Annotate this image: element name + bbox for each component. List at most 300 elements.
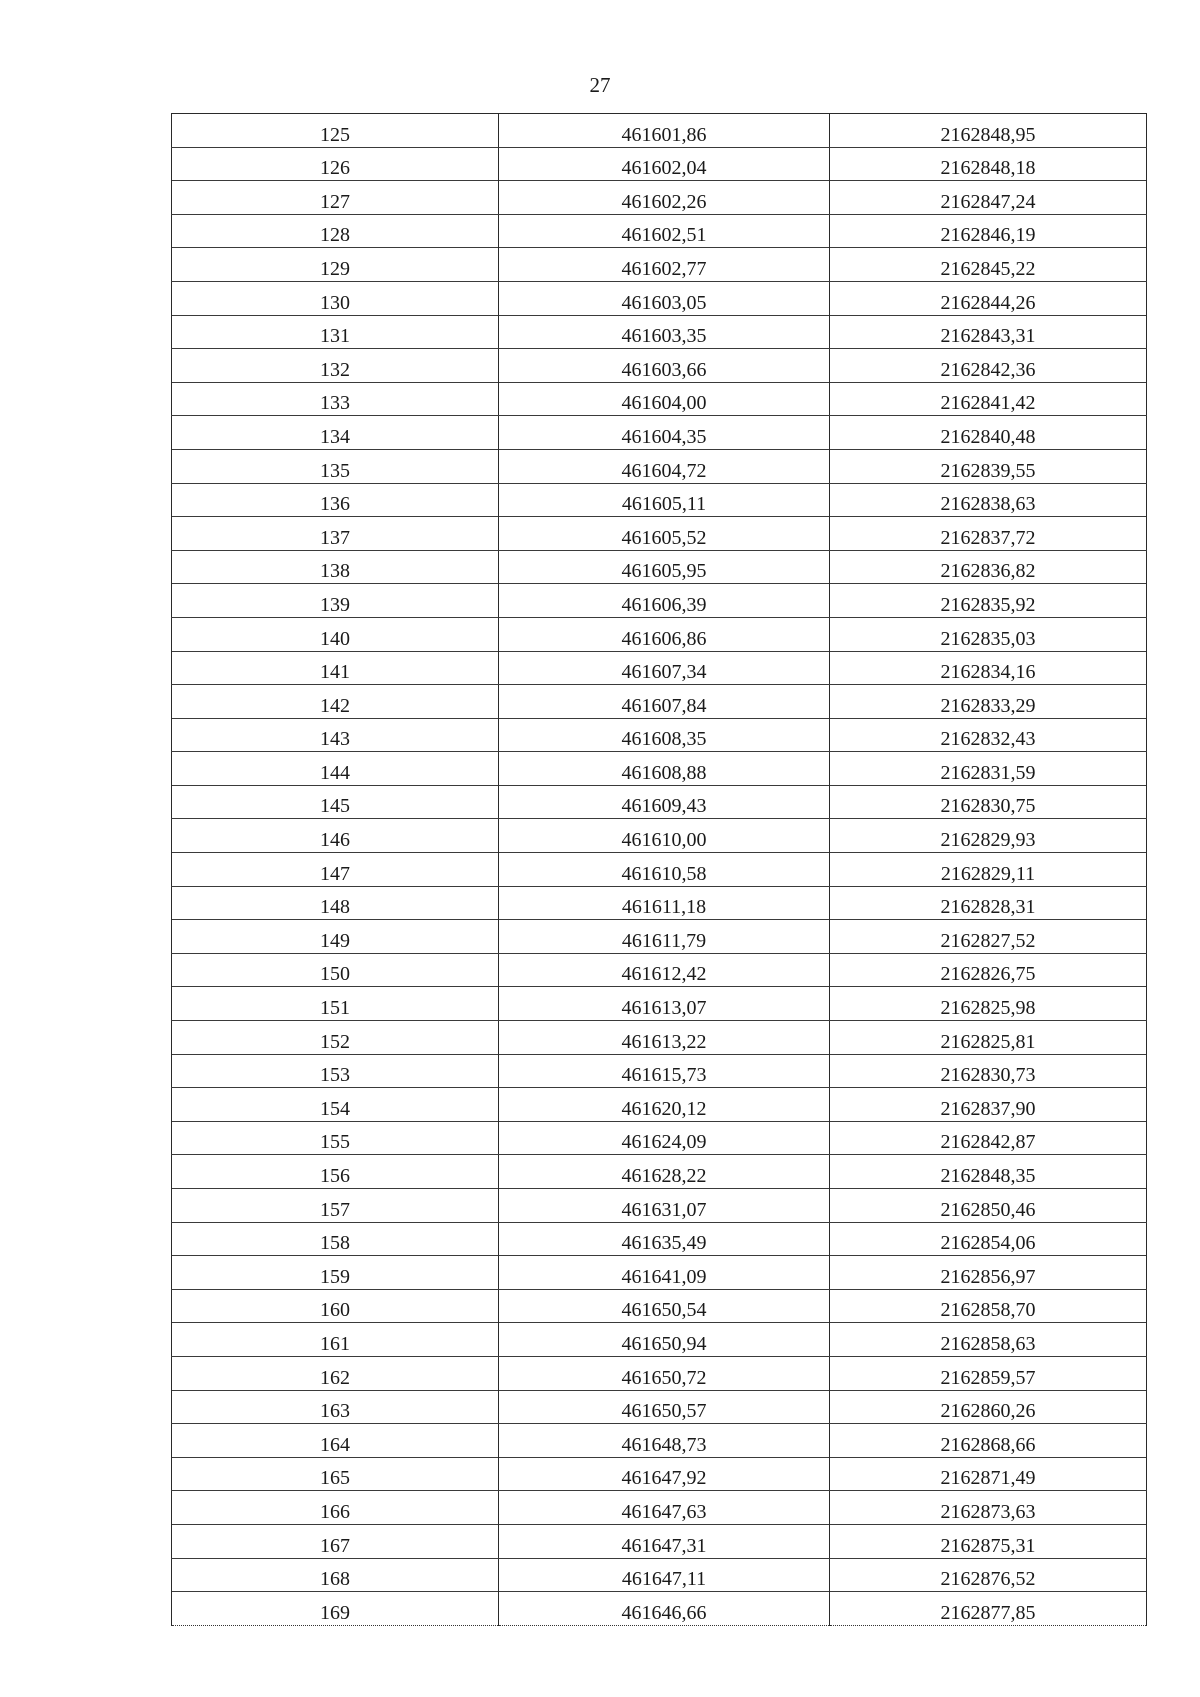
y-coordinate-cell — [830, 449, 1147, 483]
table-row — [172, 214, 1147, 248]
y-coordinate-cell — [830, 1121, 1147, 1155]
x-coordinate-text: 461602,26 — [621, 190, 707, 213]
table-row — [172, 114, 1147, 148]
point-number-cell — [172, 114, 499, 148]
point-number-text: 145 — [320, 795, 350, 818]
point-number-text: 138 — [320, 560, 350, 583]
point-number-cell — [172, 718, 499, 752]
point-number-cell — [172, 1121, 499, 1155]
y-coordinate-cell — [830, 114, 1147, 148]
y-coordinate-text: 2162875,31 — [940, 1534, 1036, 1557]
y-coordinate-text: 2162845,22 — [940, 257, 1036, 280]
point-number-text: 153 — [320, 1064, 350, 1087]
point-number-cell — [172, 1558, 499, 1592]
point-number-text: 125 — [320, 123, 350, 146]
y-coordinate-cell — [830, 349, 1147, 383]
x-coordinate-text: 461635,49 — [621, 1232, 707, 1255]
point-number-text: 143 — [320, 728, 350, 751]
table-row — [172, 147, 1147, 181]
x-coordinate-text: 461606,86 — [621, 627, 707, 650]
point-number-cell — [172, 1491, 499, 1525]
x-coordinate-cell — [499, 617, 830, 651]
table-row — [172, 517, 1147, 551]
point-number-cell — [172, 987, 499, 1021]
table-row — [172, 1558, 1147, 1592]
point-number-text: 158 — [320, 1232, 350, 1255]
y-coordinate-cell — [830, 1256, 1147, 1290]
point-number-cell — [172, 315, 499, 349]
point-number-text: 163 — [320, 1400, 350, 1423]
x-coordinate-text: 461610,58 — [621, 862, 707, 885]
x-coordinate-text: 461648,73 — [621, 1433, 707, 1456]
x-coordinate-cell — [499, 1390, 830, 1424]
y-coordinate-text: 2162846,19 — [940, 224, 1036, 247]
x-coordinate-cell — [499, 1356, 830, 1390]
x-coordinate-cell — [499, 1592, 830, 1626]
x-coordinate-text: 461615,73 — [621, 1064, 707, 1087]
y-coordinate-cell — [830, 1323, 1147, 1357]
y-coordinate-cell — [830, 1189, 1147, 1223]
x-coordinate-cell — [499, 1189, 830, 1223]
x-coordinate-text: 461607,34 — [621, 661, 707, 684]
point-number-text: 128 — [320, 224, 350, 247]
y-coordinate-cell — [830, 920, 1147, 954]
y-coordinate-cell — [830, 752, 1147, 786]
y-coordinate-cell — [830, 483, 1147, 517]
y-coordinate-text: 2162837,90 — [940, 1097, 1036, 1120]
y-coordinate-text: 2162858,63 — [940, 1332, 1036, 1355]
point-number-cell — [172, 281, 499, 315]
point-number-cell — [172, 147, 499, 181]
x-coordinate-text: 461647,92 — [621, 1467, 707, 1490]
point-number-text: 135 — [320, 459, 350, 482]
point-number-cell — [172, 449, 499, 483]
point-number-text: 136 — [320, 493, 350, 516]
point-number-cell — [172, 382, 499, 416]
point-number-text: 146 — [320, 829, 350, 852]
point-number-text: 130 — [320, 291, 350, 314]
y-coordinate-text: 2162839,55 — [940, 459, 1036, 482]
x-coordinate-cell — [499, 1524, 830, 1558]
y-coordinate-text: 2162848,18 — [940, 157, 1036, 180]
point-number-cell — [172, 1256, 499, 1290]
x-coordinate-cell — [499, 1222, 830, 1256]
point-number-cell — [172, 685, 499, 719]
y-coordinate-text: 2162876,52 — [940, 1568, 1036, 1591]
x-coordinate-text: 461612,42 — [621, 963, 707, 986]
y-coordinate-cell — [830, 147, 1147, 181]
point-number-text: 142 — [320, 694, 350, 717]
point-number-cell — [172, 584, 499, 618]
point-number-text: 152 — [320, 1030, 350, 1053]
y-coordinate-text: 2162856,97 — [940, 1265, 1036, 1288]
point-number-text: 150 — [320, 963, 350, 986]
x-coordinate-text: 461650,94 — [621, 1332, 707, 1355]
point-number-cell — [172, 1155, 499, 1189]
y-coordinate-text: 2162834,16 — [940, 661, 1036, 684]
x-coordinate-cell — [499, 718, 830, 752]
table-row — [172, 416, 1147, 450]
point-number-cell — [172, 517, 499, 551]
y-coordinate-text: 2162841,42 — [940, 392, 1036, 415]
y-coordinate-cell — [830, 819, 1147, 853]
x-coordinate-cell — [499, 651, 830, 685]
point-number-cell — [172, 1189, 499, 1223]
table-row — [172, 651, 1147, 685]
x-coordinate-cell — [499, 584, 830, 618]
y-coordinate-text: 2162873,63 — [940, 1500, 1036, 1523]
y-coordinate-cell — [830, 517, 1147, 551]
x-coordinate-cell — [499, 886, 830, 920]
point-number-text: 140 — [320, 627, 350, 650]
page-number: 27 — [589, 73, 611, 97]
point-number-text: 137 — [320, 526, 350, 549]
x-coordinate-cell — [499, 1121, 830, 1155]
point-number-cell — [172, 1592, 499, 1626]
point-number-text: 129 — [320, 257, 350, 280]
x-coordinate-cell — [499, 114, 830, 148]
x-coordinate-cell — [499, 1558, 830, 1592]
point-number-cell — [172, 1323, 499, 1357]
point-number-cell — [172, 920, 499, 954]
y-coordinate-cell — [830, 181, 1147, 215]
point-number-text: 139 — [320, 593, 350, 616]
table-row — [172, 987, 1147, 1021]
y-coordinate-text: 2162826,75 — [940, 963, 1036, 986]
y-coordinate-cell — [830, 853, 1147, 887]
point-number-text: 149 — [320, 929, 350, 952]
x-coordinate-cell — [499, 1457, 830, 1491]
x-coordinate-text: 461608,35 — [621, 728, 707, 751]
table-row — [172, 349, 1147, 383]
y-coordinate-text: 2162859,57 — [940, 1366, 1036, 1389]
x-coordinate-text: 461604,35 — [621, 425, 707, 448]
point-number-text: 159 — [320, 1265, 350, 1288]
x-coordinate-text: 461613,07 — [621, 997, 707, 1020]
y-coordinate-cell — [830, 1491, 1147, 1525]
x-coordinate-text: 461624,09 — [621, 1131, 707, 1154]
table-row — [172, 1524, 1147, 1558]
y-coordinate-cell — [830, 785, 1147, 819]
table-row — [172, 483, 1147, 517]
point-number-cell — [172, 214, 499, 248]
table-row — [172, 785, 1147, 819]
y-coordinate-text: 2162854,06 — [940, 1232, 1036, 1255]
y-coordinate-cell — [830, 987, 1147, 1021]
x-coordinate-cell — [499, 920, 830, 954]
x-coordinate-cell — [499, 483, 830, 517]
x-coordinate-text: 461611,18 — [621, 896, 707, 919]
point-number-cell — [172, 1222, 499, 1256]
x-coordinate-cell — [499, 382, 830, 416]
point-number-cell — [172, 248, 499, 282]
point-number-cell — [172, 1021, 499, 1055]
x-coordinate-text: 461602,51 — [621, 224, 707, 247]
coordinates-table-body — [172, 114, 1147, 1626]
y-coordinate-text: 2162835,92 — [940, 593, 1036, 616]
table-row — [172, 1088, 1147, 1122]
x-coordinate-text: 461605,95 — [621, 560, 707, 583]
x-coordinate-cell — [499, 1088, 830, 1122]
x-coordinate-text: 461605,11 — [621, 493, 707, 516]
table-row — [172, 617, 1147, 651]
table-row — [172, 886, 1147, 920]
x-coordinate-text: 461611,79 — [621, 929, 707, 952]
x-coordinate-text: 461647,11 — [621, 1568, 707, 1591]
point-number-text: 157 — [320, 1198, 350, 1221]
x-coordinate-text: 461650,54 — [621, 1299, 707, 1322]
table-row — [172, 1457, 1147, 1491]
point-number-cell — [172, 483, 499, 517]
x-coordinate-text: 461641,09 — [621, 1265, 707, 1288]
y-coordinate-cell — [830, 1222, 1147, 1256]
table-row — [172, 853, 1147, 887]
table-row — [172, 1256, 1147, 1290]
y-coordinate-text: 2162830,75 — [940, 795, 1036, 818]
y-coordinate-cell — [830, 1558, 1147, 1592]
point-number-cell — [172, 1524, 499, 1558]
y-coordinate-text: 2162860,26 — [940, 1400, 1036, 1423]
point-number-cell — [172, 853, 499, 887]
x-coordinate-cell — [499, 853, 830, 887]
point-number-cell — [172, 819, 499, 853]
point-number-cell — [172, 886, 499, 920]
table-row — [172, 1424, 1147, 1458]
x-coordinate-cell — [499, 685, 830, 719]
y-coordinate-cell — [830, 1356, 1147, 1390]
table-row — [172, 752, 1147, 786]
y-coordinate-cell — [830, 315, 1147, 349]
y-coordinate-cell — [830, 416, 1147, 450]
y-coordinate-cell — [830, 281, 1147, 315]
table-row — [172, 685, 1147, 719]
point-number-text: 133 — [320, 392, 350, 415]
table-row — [172, 1021, 1147, 1055]
point-number-text: 164 — [320, 1433, 350, 1456]
y-coordinate-text: 2162848,95 — [940, 123, 1036, 146]
table-row — [172, 718, 1147, 752]
y-coordinate-cell — [830, 1289, 1147, 1323]
x-coordinate-text: 461650,57 — [621, 1400, 707, 1423]
point-number-cell — [172, 181, 499, 215]
point-number-text: 162 — [320, 1366, 350, 1389]
point-number-text: 144 — [320, 761, 350, 784]
table-row — [172, 1356, 1147, 1390]
point-number-text: 147 — [320, 862, 350, 885]
point-number-cell — [172, 1356, 499, 1390]
y-coordinate-cell — [830, 718, 1147, 752]
y-coordinate-cell — [830, 214, 1147, 248]
x-coordinate-text: 461631,07 — [621, 1198, 707, 1221]
point-number-text: 131 — [320, 325, 350, 348]
x-coordinate-cell — [499, 248, 830, 282]
point-number-cell — [172, 617, 499, 651]
x-coordinate-text: 461609,43 — [621, 795, 707, 818]
y-coordinate-text: 2162868,66 — [940, 1433, 1036, 1456]
y-coordinate-text: 2162833,29 — [940, 694, 1036, 717]
x-coordinate-cell — [499, 281, 830, 315]
y-coordinate-text: 2162827,52 — [940, 929, 1036, 952]
y-coordinate-text: 2162836,82 — [940, 560, 1036, 583]
y-coordinate-cell — [830, 1088, 1147, 1122]
x-coordinate-text: 461650,72 — [621, 1366, 707, 1389]
y-coordinate-cell — [830, 953, 1147, 987]
table-row — [172, 1155, 1147, 1189]
table-row — [172, 1054, 1147, 1088]
point-number-cell — [172, 1054, 499, 1088]
x-coordinate-text: 461604,72 — [621, 459, 707, 482]
point-number-cell — [172, 349, 499, 383]
x-coordinate-text: 461647,31 — [621, 1534, 707, 1557]
x-coordinate-cell — [499, 449, 830, 483]
x-coordinate-text: 461646,66 — [621, 1601, 707, 1624]
table-row — [172, 449, 1147, 483]
table-row — [172, 1189, 1147, 1223]
y-coordinate-text: 2162838,63 — [940, 493, 1036, 516]
y-coordinate-text: 2162847,24 — [940, 190, 1036, 213]
point-number-text: 155 — [320, 1131, 350, 1154]
y-coordinate-text: 2162848,35 — [940, 1165, 1036, 1187]
point-number-text: 156 — [320, 1165, 350, 1187]
y-coordinate-text: 2162835,03 — [940, 627, 1036, 650]
point-number-cell — [172, 416, 499, 450]
table-row — [172, 382, 1147, 416]
table-row — [172, 248, 1147, 282]
y-coordinate-text: 2162842,36 — [940, 358, 1036, 381]
x-coordinate-cell — [499, 1323, 830, 1357]
x-coordinate-text: 461605,52 — [621, 526, 707, 549]
x-coordinate-cell — [499, 953, 830, 987]
y-coordinate-cell — [830, 1155, 1147, 1189]
table-row — [172, 920, 1147, 954]
table-row — [172, 550, 1147, 584]
x-coordinate-cell — [499, 416, 830, 450]
y-coordinate-cell — [830, 1424, 1147, 1458]
point-number-cell — [172, 1457, 499, 1491]
x-coordinate-text: 461647,63 — [621, 1500, 707, 1523]
x-coordinate-cell — [499, 752, 830, 786]
y-coordinate-text: 2162829,93 — [940, 829, 1036, 852]
x-coordinate-cell — [499, 517, 830, 551]
y-coordinate-text: 2162850,46 — [940, 1198, 1036, 1221]
y-coordinate-text: 2162825,98 — [940, 997, 1036, 1020]
x-coordinate-text: 461608,88 — [621, 761, 707, 784]
point-number-text: 166 — [320, 1500, 350, 1523]
y-coordinate-cell — [830, 1457, 1147, 1491]
table-row — [172, 1323, 1147, 1357]
y-coordinate-cell — [830, 1390, 1147, 1424]
y-coordinate-cell — [830, 550, 1147, 584]
point-number-text: 127 — [320, 190, 350, 213]
point-number-text: 141 — [320, 661, 350, 684]
table-row — [172, 584, 1147, 618]
x-coordinate-text: 461603,35 — [621, 325, 707, 348]
point-number-text: 132 — [320, 358, 350, 381]
table-row — [172, 1121, 1147, 1155]
point-number-cell — [172, 651, 499, 685]
y-coordinate-cell — [830, 651, 1147, 685]
y-coordinate-cell — [830, 1021, 1147, 1055]
y-coordinate-cell — [830, 1054, 1147, 1088]
y-coordinate-cell — [830, 382, 1147, 416]
point-number-cell — [172, 1289, 499, 1323]
x-coordinate-cell — [499, 147, 830, 181]
table-row — [172, 953, 1147, 987]
x-coordinate-text: 461607,84 — [621, 694, 707, 717]
x-coordinate-text: 461603,05 — [621, 291, 707, 314]
y-coordinate-text: 2162830,73 — [940, 1064, 1036, 1087]
x-coordinate-cell — [499, 349, 830, 383]
table-row — [172, 1592, 1147, 1626]
point-number-text: 134 — [320, 425, 350, 448]
x-coordinate-text: 461620,12 — [621, 1097, 707, 1120]
x-coordinate-text: 461613,22 — [621, 1030, 707, 1053]
y-coordinate-text: 2162840,48 — [940, 425, 1036, 448]
x-coordinate-text: 461606,39 — [621, 593, 707, 616]
point-number-cell — [172, 785, 499, 819]
x-coordinate-cell — [499, 214, 830, 248]
coordinates-table — [171, 113, 1147, 1626]
x-coordinate-cell — [499, 987, 830, 1021]
x-coordinate-text: 461628,22 — [621, 1165, 707, 1187]
y-coordinate-cell — [830, 685, 1147, 719]
x-coordinate-text: 461610,00 — [621, 829, 707, 852]
point-number-text: 165 — [320, 1467, 350, 1490]
table-row — [172, 1222, 1147, 1256]
y-coordinate-text: 2162825,81 — [940, 1030, 1036, 1053]
point-number-cell — [172, 1424, 499, 1458]
table-row — [172, 819, 1147, 853]
y-coordinate-text: 2162831,59 — [940, 761, 1036, 784]
x-coordinate-cell — [499, 1021, 830, 1055]
x-coordinate-cell — [499, 1155, 830, 1189]
x-coordinate-cell — [499, 550, 830, 584]
point-number-cell — [172, 752, 499, 786]
x-coordinate-cell — [499, 1289, 830, 1323]
y-coordinate-text: 2162843,31 — [940, 325, 1036, 348]
point-number-text: 126 — [320, 157, 350, 180]
x-coordinate-text: 461602,77 — [621, 257, 707, 280]
point-number-cell — [172, 953, 499, 987]
table-row — [172, 181, 1147, 215]
x-coordinate-text: 461604,00 — [621, 392, 707, 415]
x-coordinate-cell — [499, 181, 830, 215]
y-coordinate-text: 2162829,11 — [940, 862, 1036, 885]
y-coordinate-cell — [830, 248, 1147, 282]
point-number-text: 160 — [320, 1299, 350, 1322]
x-coordinate-cell — [499, 819, 830, 853]
table-row — [172, 281, 1147, 315]
point-number-text: 148 — [320, 896, 350, 919]
point-number-text: 167 — [320, 1534, 350, 1557]
y-coordinate-text: 2162877,85 — [940, 1601, 1036, 1624]
point-number-cell — [172, 550, 499, 584]
x-coordinate-cell — [499, 1054, 830, 1088]
point-number-text: 169 — [320, 1601, 350, 1624]
x-coordinate-text: 461602,04 — [621, 157, 707, 180]
point-number-cell — [172, 1088, 499, 1122]
y-coordinate-text: 2162858,70 — [940, 1299, 1036, 1322]
y-coordinate-cell — [830, 1524, 1147, 1558]
y-coordinate-text: 2162837,72 — [940, 526, 1036, 549]
point-number-text: 161 — [320, 1332, 350, 1355]
x-coordinate-text: 461603,66 — [621, 358, 707, 381]
table-row — [172, 1491, 1147, 1525]
x-coordinate-cell — [499, 785, 830, 819]
x-coordinate-cell — [499, 1424, 830, 1458]
x-coordinate-cell — [499, 315, 830, 349]
y-coordinate-text: 2162871,49 — [940, 1467, 1036, 1490]
